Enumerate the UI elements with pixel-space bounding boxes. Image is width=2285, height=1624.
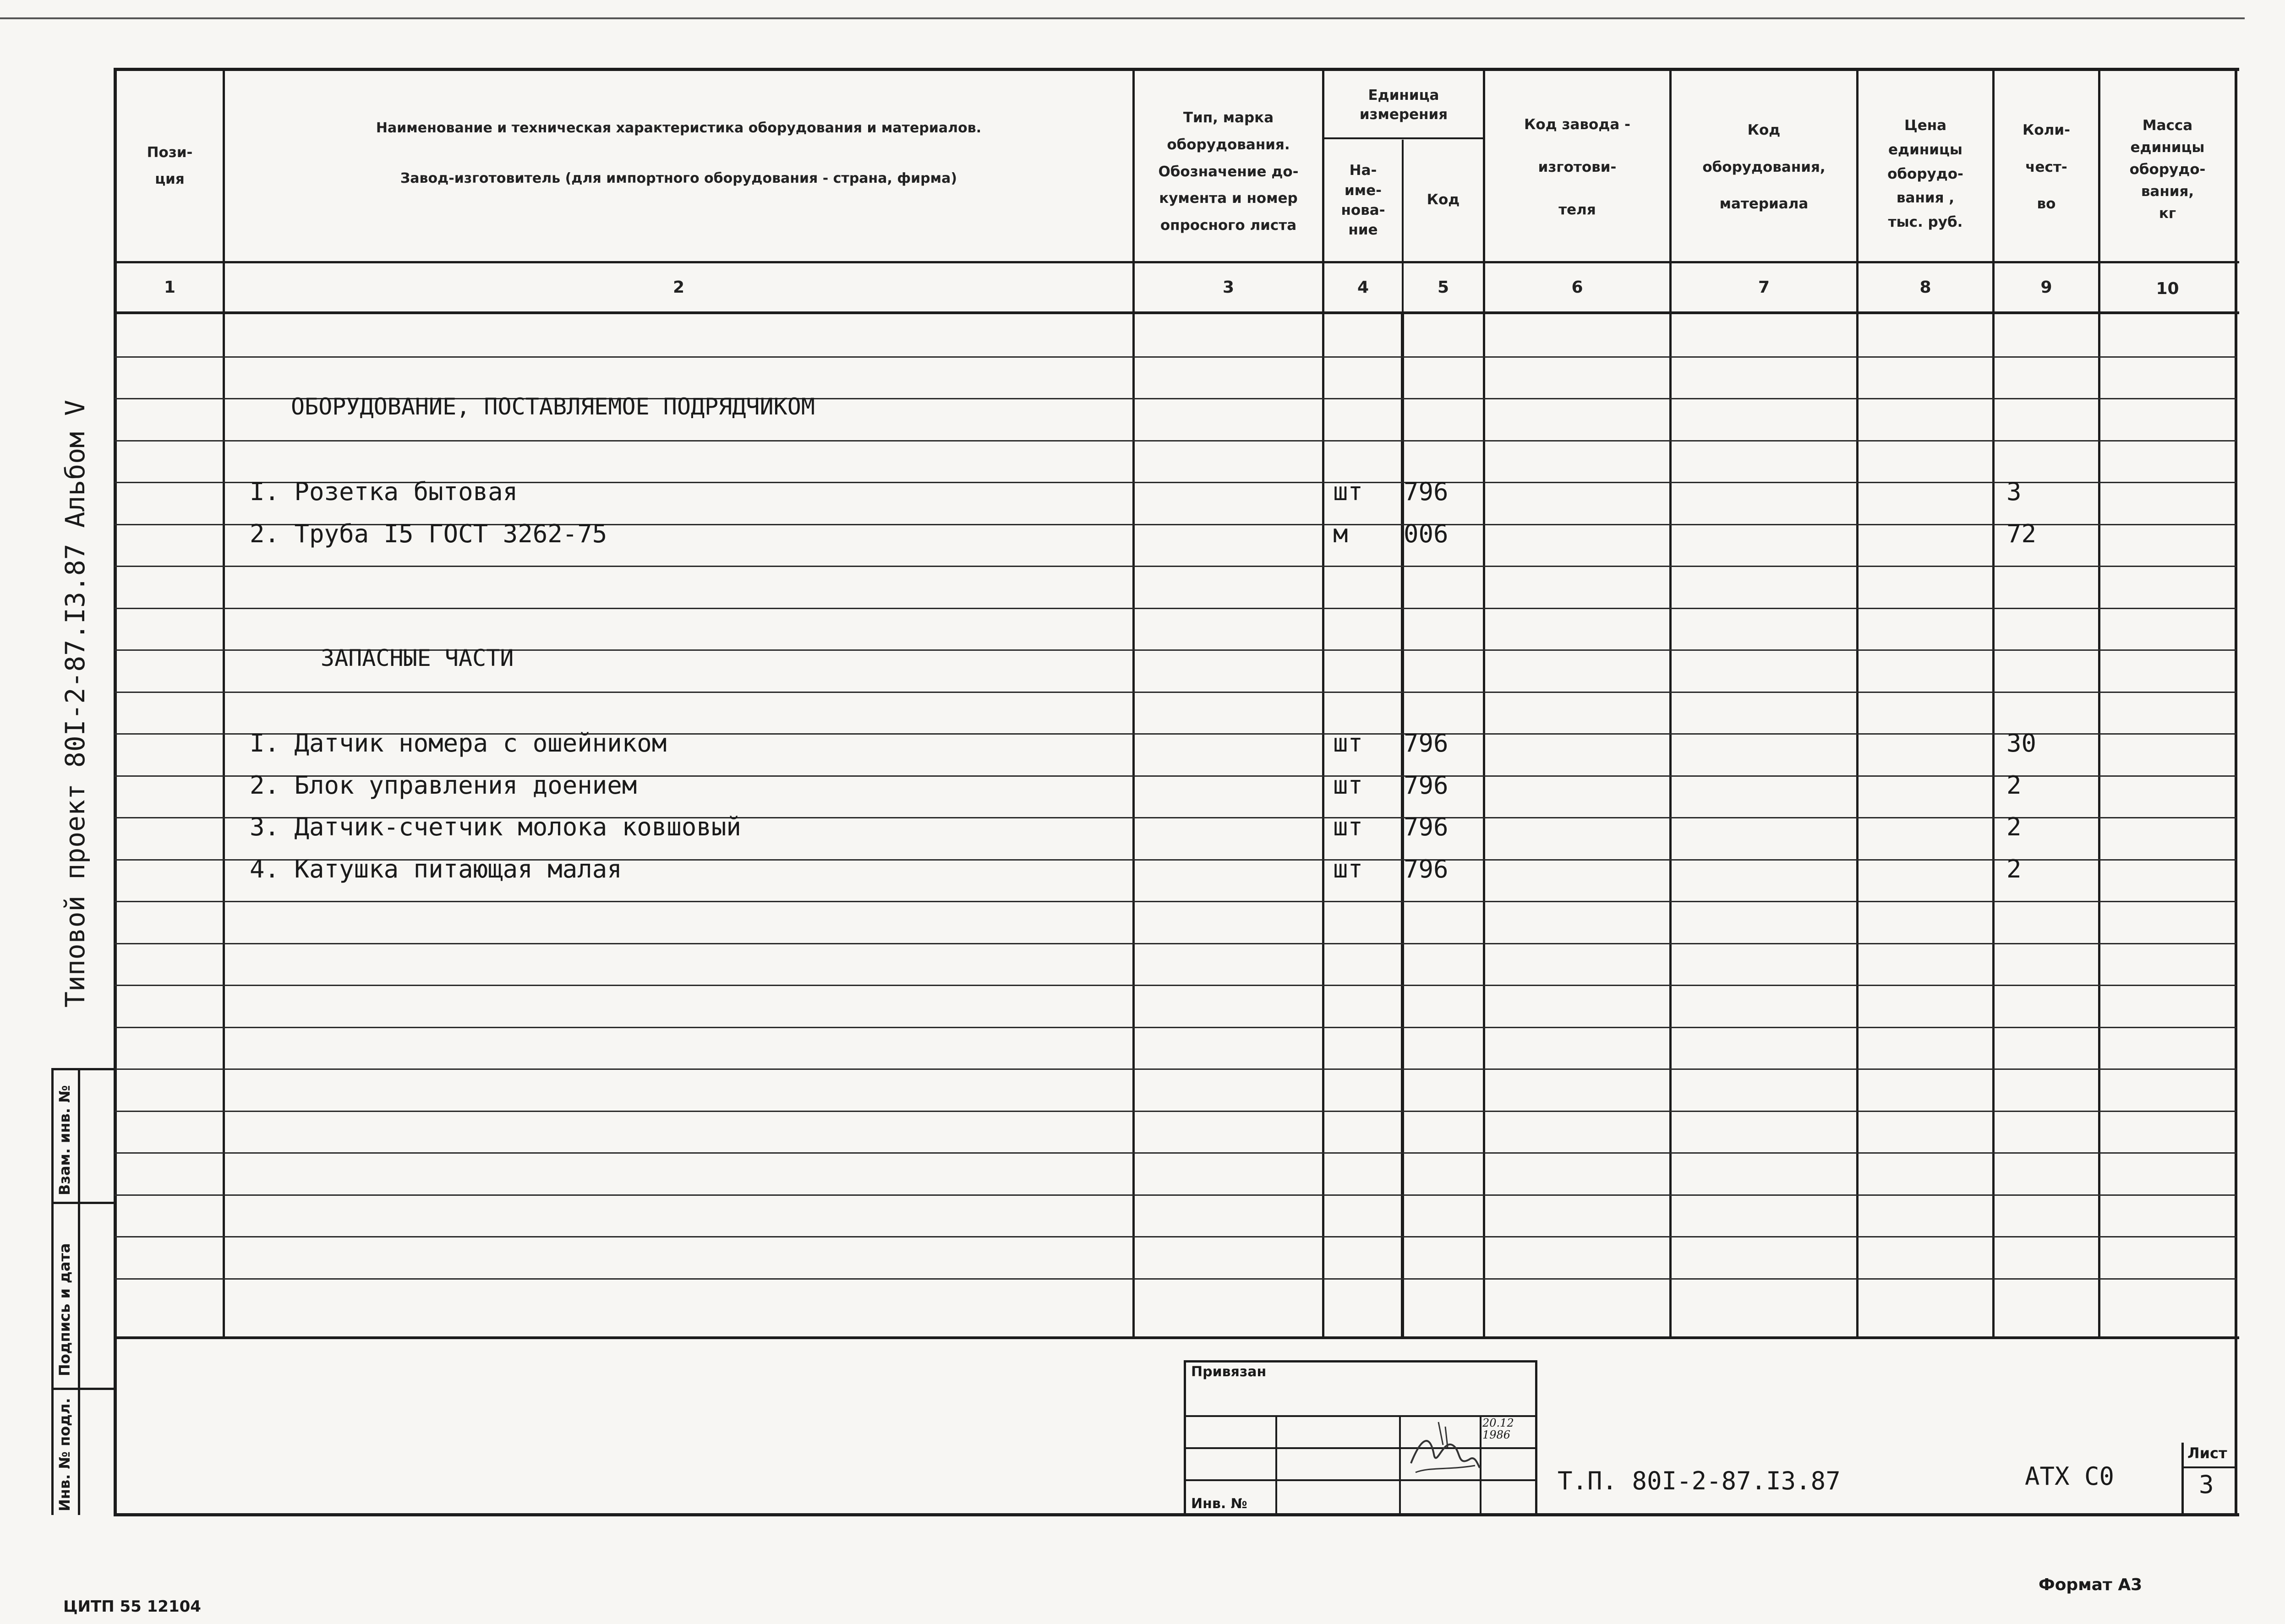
- header-unit-group: На- име- нова- ние: [1341, 162, 1385, 239]
- colnum-2: 2: [672, 278, 685, 297]
- cell-qty: 72: [2006, 519, 2037, 548]
- header-price: Цена единицы оборудо- вания , тыс. руб.: [1887, 117, 1963, 231]
- cell-unit: шт: [1333, 729, 1363, 758]
- sheet-label: Лист: [2187, 1444, 2227, 1462]
- row-divider: [115, 1027, 2236, 1028]
- side-title: Типовой проект 80I-2-87.I3.87 Альбом V: [60, 400, 91, 1008]
- cell-unit: шт: [1333, 855, 1363, 883]
- cell-unit: шт: [1333, 812, 1363, 841]
- cell-qty: 2: [2006, 855, 2022, 883]
- row-divider: [115, 1278, 2236, 1280]
- cell-unit: м: [1333, 519, 1348, 548]
- header-mass: Масса единицы оборудо- вания, кг: [2129, 117, 2206, 222]
- colnum-9: 9: [2040, 278, 2052, 297]
- header-quantity: Коли- чест- во: [2023, 122, 2070, 213]
- footer-left-code: ЦИТП 55 12104: [63, 1597, 201, 1616]
- row-divider: [115, 985, 2236, 986]
- stamp-privyazan-label: Привязан: [1191, 1364, 1267, 1380]
- cell-qty: 3: [2006, 477, 2022, 506]
- footer-format: Формат А3: [2039, 1575, 2143, 1594]
- cell-code: 796: [1404, 477, 1449, 506]
- cell-code: 796: [1404, 855, 1449, 883]
- scan-top-edge: [0, 17, 2245, 19]
- cell-unit: шт: [1333, 477, 1363, 506]
- header-name-line2: Завод-изготовитель (для импортного оборудования - страна, фирма): [400, 170, 957, 187]
- colnum-10: 10: [2156, 279, 2179, 298]
- cell-name: 3. Датчик-счетчик молока ковшовый: [250, 812, 741, 841]
- row-divider: [115, 566, 2236, 567]
- colnum-7: 7: [1758, 278, 1770, 297]
- header-unit-code: Код: [1427, 191, 1460, 208]
- row-divider: [115, 440, 2236, 441]
- cell-name: ОБОРУДОВАНИЕ, ПОСТАВЛЯЕМОЕ ПОДРЯДЧИКОМ: [291, 393, 815, 420]
- row-divider: [115, 1111, 2236, 1112]
- row-divider: [115, 356, 2236, 358]
- header-equipment-code: Код оборудования, материала: [1702, 122, 1826, 213]
- cell-name: 4. Катушка питающая малая: [250, 855, 622, 883]
- sheet-number: 3: [2199, 1470, 2214, 1499]
- cell-name: 2. Труба I5 ГОСТ 3262-75: [250, 519, 607, 548]
- cell-qty: 30: [2006, 729, 2037, 758]
- row-divider: [115, 608, 2236, 609]
- colnum-3: 3: [1222, 278, 1235, 297]
- signature-date: 20.12 1986: [1482, 1417, 1514, 1442]
- row-divider: [115, 901, 2236, 902]
- cell-code: 006: [1404, 519, 1449, 548]
- header-factory-code: Код завода - изготови- теля: [1524, 116, 1630, 218]
- side-box-inv-original: Инв. № подл.: [56, 1398, 73, 1511]
- row-divider: [115, 943, 2236, 944]
- signature-icon: [1402, 1413, 1484, 1486]
- cell-code: 796: [1404, 812, 1449, 841]
- row-divider: [115, 1194, 2236, 1196]
- row-divider: [115, 692, 2236, 693]
- cell-name: I. Датчик номера с ошейником: [250, 729, 667, 758]
- cell-name: I. Розетка бытовая: [250, 477, 518, 506]
- document-type: АТХ С0: [2025, 1462, 2115, 1491]
- header-name-line1: Наименование и техническая характеристика оборудования и материалов.: [376, 120, 982, 136]
- colnum-5: 5: [1437, 278, 1449, 297]
- row-divider: [115, 1068, 2236, 1070]
- side-box-vzam: Взам. инв. №: [56, 1085, 73, 1195]
- colnum-6: 6: [1571, 278, 1583, 297]
- row-divider: [115, 1152, 2236, 1154]
- colnum-4: 4: [1357, 278, 1369, 297]
- cell-name: 2. Блок управления доением: [250, 771, 637, 800]
- stamp-inv-label: Инв. №: [1191, 1496, 1247, 1512]
- colnum-1: 1: [164, 278, 176, 297]
- cell-name: ЗАПАСНЫЕ ЧАСТИ: [321, 645, 514, 671]
- cell-unit: шт: [1333, 771, 1363, 800]
- cell-code: 796: [1404, 729, 1449, 758]
- header-type: Тип, марка оборудования. Обозначение до- кумента и номер опросного листа: [1158, 109, 1299, 234]
- cell-qty: 2: [2006, 771, 2022, 800]
- document-code: Т.П. 80I-2-87.I3.87: [1558, 1466, 1841, 1495]
- header-unit: Единица измерения: [1359, 87, 1448, 123]
- cell-code: 796: [1404, 771, 1449, 800]
- cell-qty: 2: [2006, 812, 2022, 841]
- side-box-signature: Подпись и дата: [56, 1243, 73, 1376]
- colnum-8: 8: [1919, 278, 1931, 297]
- row-divider: [115, 1236, 2236, 1237]
- header-position: Пози- ция: [147, 144, 193, 187]
